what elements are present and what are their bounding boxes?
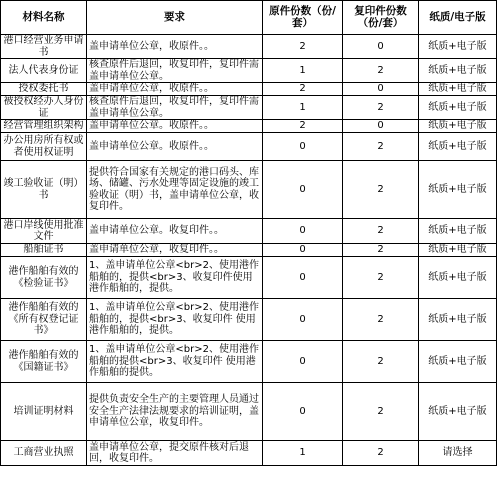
form-type: 纸质+电子版 <box>419 244 497 257</box>
original-count: 1 <box>263 59 343 83</box>
material-name: 港口岸线使用批准文件 <box>1 219 87 244</box>
form-type: 纸质+电子版 <box>419 120 497 133</box>
table-row <box>1 59 497 83</box>
material-name: 竣工验收证（明）书 <box>1 161 87 219</box>
form-type: 纸质+电子版 <box>419 83 497 96</box>
table-row <box>1 341 497 383</box>
form-type: 纸质+电子版 <box>419 35 497 59</box>
material-requirement: 盖申请单位公章。收复印件。。 <box>87 219 263 244</box>
copy-count: 0 <box>343 35 419 59</box>
table-row <box>1 133 497 161</box>
form-type: 纸质+电子版 <box>419 383 497 441</box>
original-count: 2 <box>263 35 343 59</box>
form-type: 纸质+电子版 <box>419 59 497 83</box>
form-type: 纸质+电子版 <box>419 341 497 383</box>
copy-count: 2 <box>343 341 419 383</box>
material-requirement: 盖申请单位公章，收原件。。 <box>87 35 263 59</box>
table-row <box>1 83 497 96</box>
table-row <box>1 120 497 133</box>
header-row <box>1 1 497 35</box>
material-name: 工商营业执照 <box>1 441 87 466</box>
material-requirement: 盖申请单位公章，提交原件核对后退回，收复印件。 <box>87 441 263 466</box>
original-count: 0 <box>263 244 343 257</box>
material-requirement: 1、盖申请单位公章<br>2、使用港作船舶的，提供<br>3、收复印件 使用港作船舶的，提供。 <box>87 299 263 341</box>
copy-count: 2 <box>343 96 419 120</box>
header-copy-count: 复印件份数（份/套） <box>343 1 419 35</box>
header-form: 纸质/电子版 <box>419 1 497 35</box>
original-count: 0 <box>263 341 343 383</box>
table-row <box>1 35 497 59</box>
form-type: 请选择 <box>419 441 497 466</box>
material-requirement: 提供负责安全生产的主要管理人员通过安全生产法律法规要求的培训证明，盖申请单位公章，收复印件。 <box>87 383 263 441</box>
material-requirement: 核查原件后退回，收复印件，复印件需盖申请单位公章。 <box>87 59 263 83</box>
form-type: 纸质+电子版 <box>419 133 497 161</box>
copy-count: 2 <box>343 133 419 161</box>
form-type: 纸质+电子版 <box>419 219 497 244</box>
material-requirement: 盖申请单位公章。收原件。。 <box>87 120 263 133</box>
original-count: 0 <box>263 161 343 219</box>
material-name: 办公用房所有权或者使用权证明 <box>1 133 87 161</box>
table-row <box>1 244 497 257</box>
material-requirement: 盖申请单位公章。收原件。。 <box>87 133 263 161</box>
copy-count: 0 <box>343 83 419 96</box>
material-name: 授权委托书 <box>1 83 87 96</box>
original-count: 2 <box>263 120 343 133</box>
table-row <box>1 96 497 120</box>
form-type: 纸质+电子版 <box>419 299 497 341</box>
original-count: 0 <box>263 219 343 244</box>
copy-count: 2 <box>343 161 419 219</box>
material-name: 法人代表身份证 <box>1 59 87 83</box>
table-row <box>1 257 497 299</box>
table-row <box>1 383 497 441</box>
material-requirement: 1、盖申请单位公章<br>2、使用港作船舶的提供<br>3、收复印件 使用港作船舶的提供。 <box>87 341 263 383</box>
original-count: 2 <box>263 83 343 96</box>
material-name: 港口经营业务申请书 <box>1 35 87 59</box>
material-name: 港作船舶有效的《国籍证书》 <box>1 341 87 383</box>
copy-count: 2 <box>343 299 419 341</box>
table-row <box>1 441 497 466</box>
copy-count: 0 <box>343 120 419 133</box>
header-name: 材料名称 <box>1 1 87 35</box>
table-row <box>1 299 497 341</box>
table-row <box>1 161 497 219</box>
original-count: 0 <box>263 257 343 299</box>
copy-count: 2 <box>343 244 419 257</box>
material-name: 经营管理组织架构 <box>1 120 87 133</box>
material-requirement: 盖申请单位公章，收复印件。。 <box>87 244 263 257</box>
material-name: 被授权经办人身份证 <box>1 96 87 120</box>
material-requirement: 提供符合国家有关规定的港口码头、库场、储罐、污水处理等固定设施的竣工验收证（明）书，盖申请单位公章，收复印件。 <box>87 161 263 219</box>
copy-count: 2 <box>343 219 419 244</box>
original-count: 1 <box>263 441 343 466</box>
original-count: 1 <box>263 96 343 120</box>
material-name: 港作船舶有效的《检验证书》 <box>1 257 87 299</box>
material-requirement: 盖申请单位公章，收原件。。 <box>87 83 263 96</box>
material-name: 培训证明材料 <box>1 383 87 441</box>
form-type: 纸质+电子版 <box>419 161 497 219</box>
table-row <box>1 219 497 244</box>
original-count: 0 <box>263 299 343 341</box>
material-name: 船舶证书 <box>1 244 87 257</box>
copy-count: 2 <box>343 59 419 83</box>
material-requirement: 1、盖申请单位公章<br>2、使用港作船舶的，提供<br>3、收复印件使用港作船舶的，提供。 <box>87 257 263 299</box>
form-type: 纸质+电子版 <box>419 257 497 299</box>
copy-count: 2 <box>343 257 419 299</box>
header-original-count: 原件份数（份/套） <box>263 1 343 35</box>
material-requirement: 核查原件后退回，收复印件，复印件需盖申请单位公章。 <box>87 96 263 120</box>
form-type: 纸质+电子版 <box>419 96 497 120</box>
header-requirement: 要求 <box>87 1 263 35</box>
original-count: 0 <box>263 133 343 161</box>
original-count: 0 <box>263 383 343 441</box>
copy-count: 2 <box>343 441 419 466</box>
copy-count: 2 <box>343 383 419 441</box>
material-name: 港作船舶有效的《所有权登记证书》 <box>1 299 87 341</box>
